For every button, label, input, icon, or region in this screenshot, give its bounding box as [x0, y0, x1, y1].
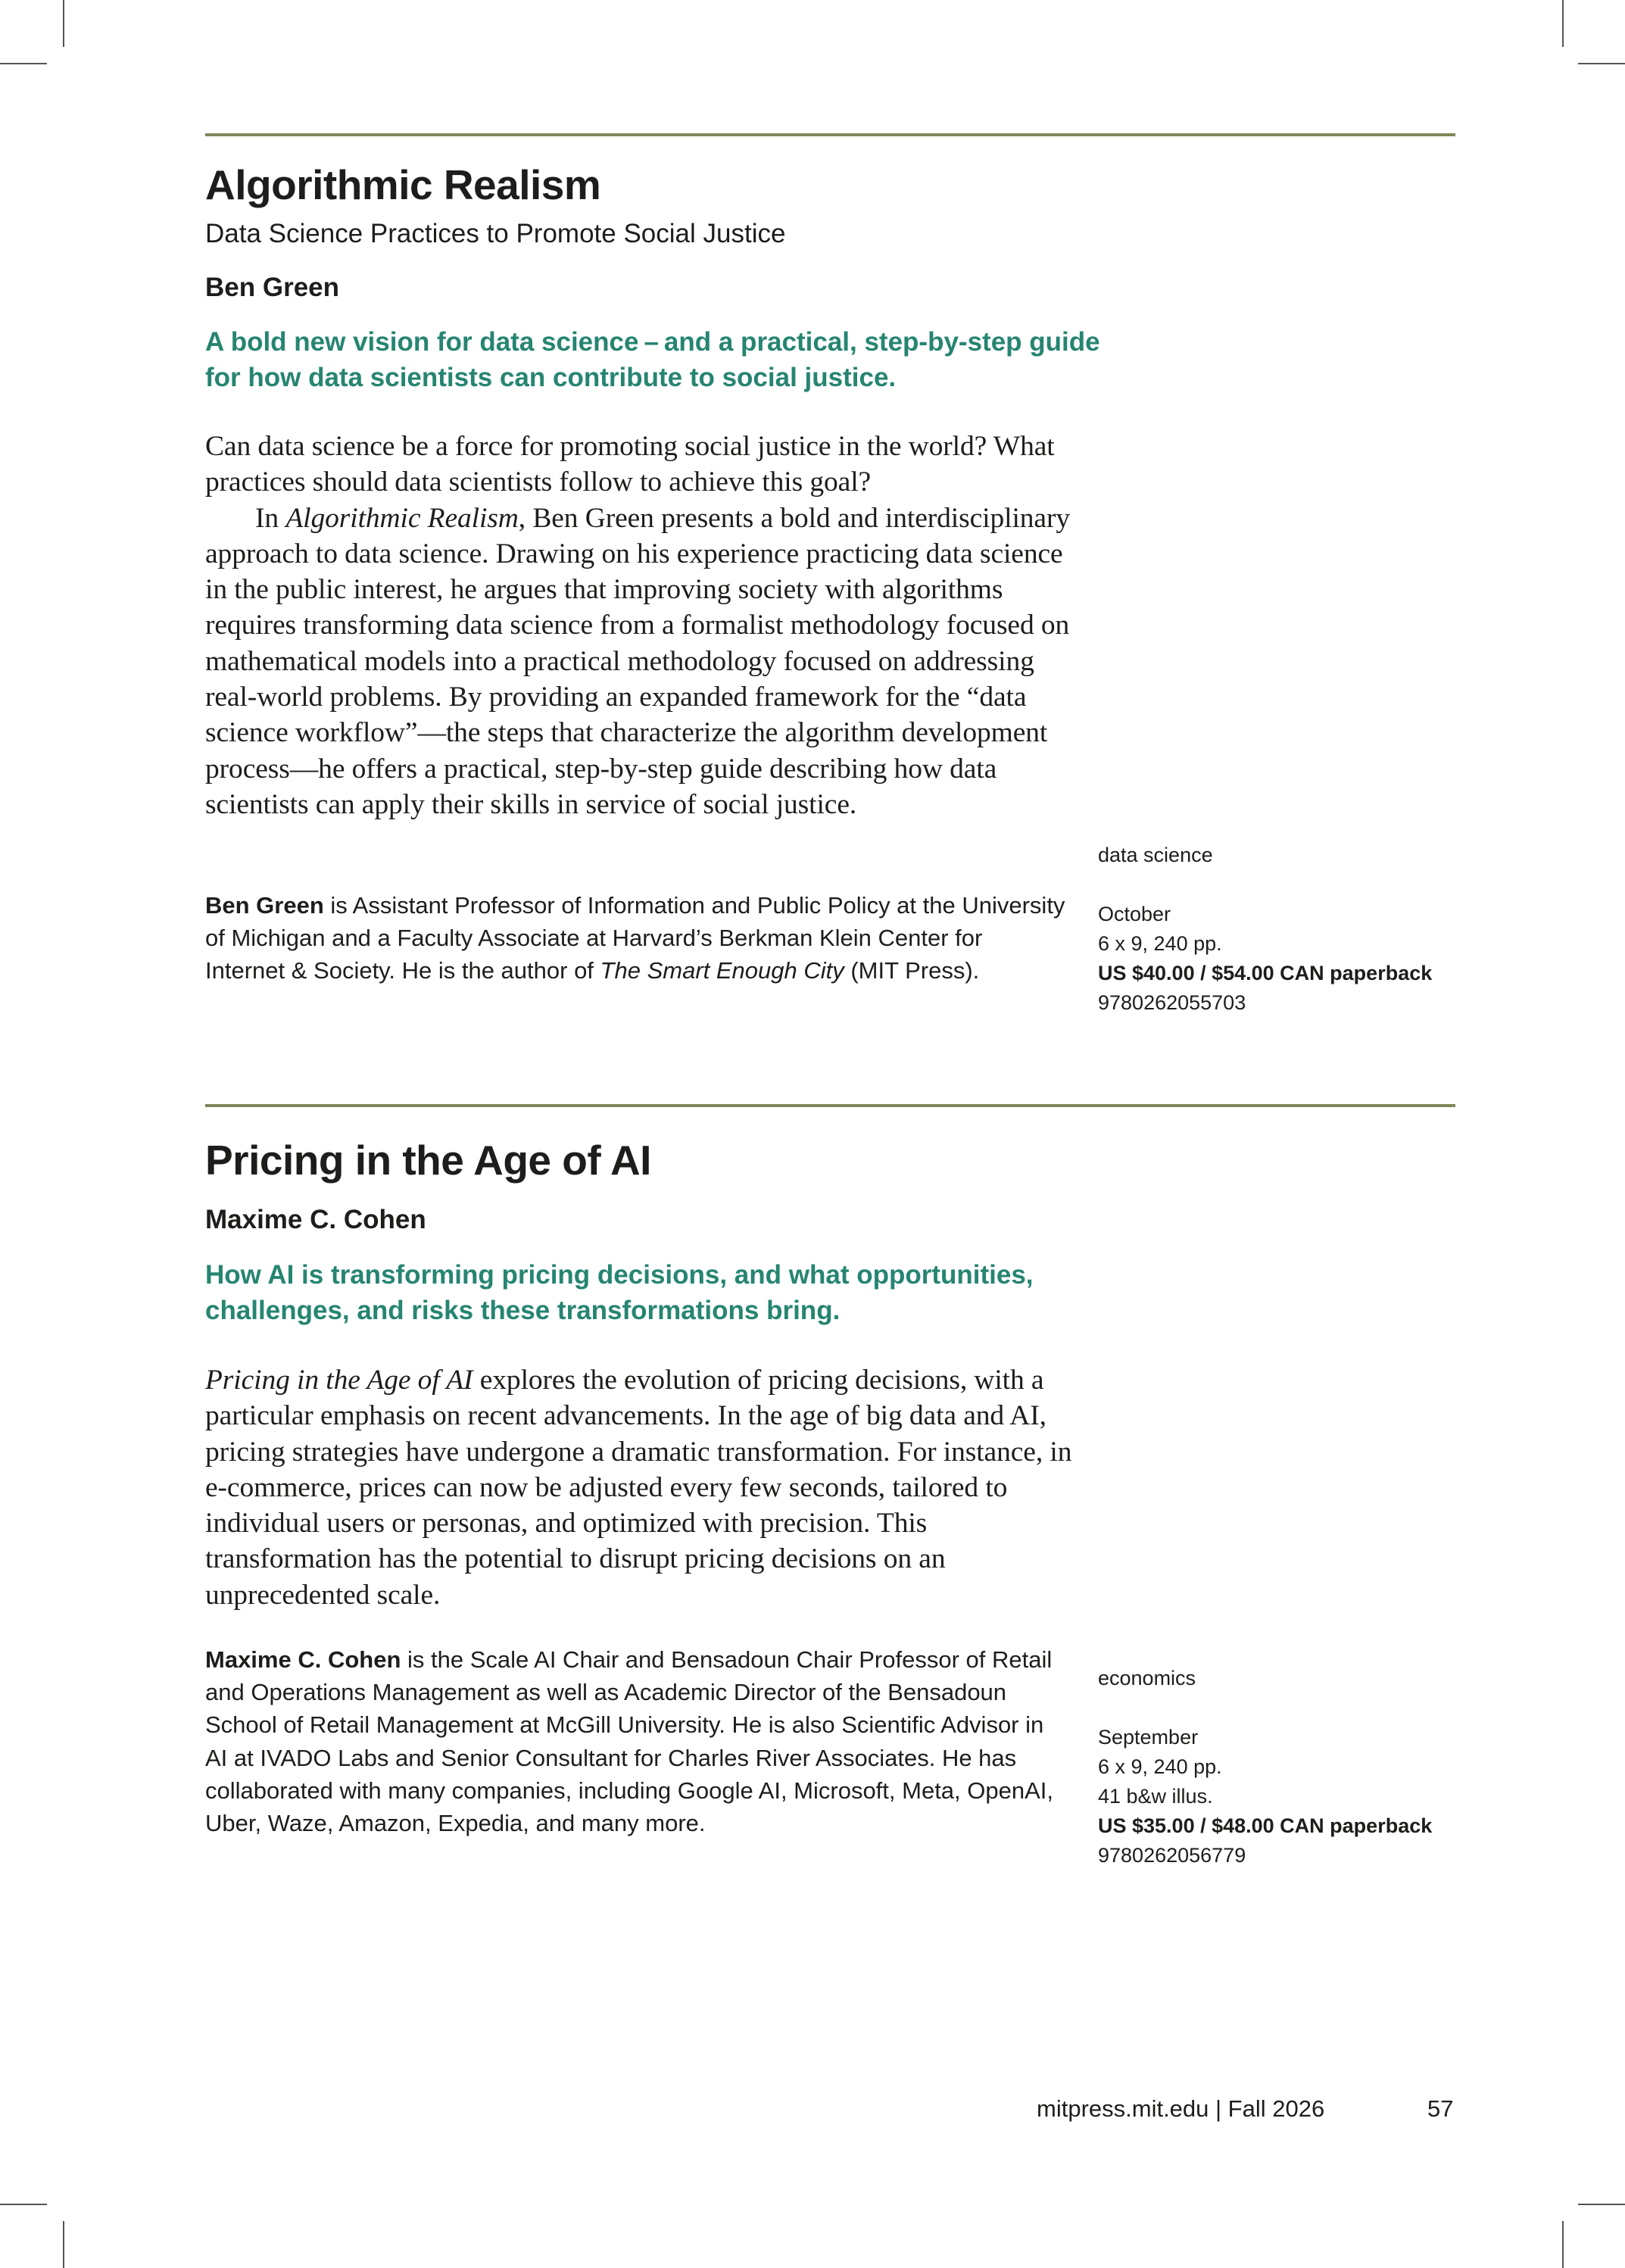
- book-format: 6 x 9, 240 pp.: [1098, 1755, 1222, 1778]
- description-paragraph: Can data science be a force for promoting social justice in the world? What practices should data scientists follow to achieve this goal?: [205, 431, 1055, 498]
- section-divider: [205, 133, 1455, 136]
- crop-mark: [0, 2204, 47, 2205]
- description-paragraph: Pricing in the Age of AI explores the evolution of pricing decisions, with a particular emphasis on recent advancements. In the age of big data and AI, pricing strategies have undergone a dramatic transformation. For instance, in e-commerce, prices can now be adjusted every few seconds, tailored to individual users or personas, and optimized with precision. This transformation has the potential to disrupt pricing decisions on an unprecedented scale.: [205, 1365, 1072, 1611]
- book-description: [205, 429, 1076, 822]
- book-description: [205, 1362, 1076, 1613]
- book-tagline: A bold new vision for data science – and a practical, step-by-step guide for how data scientists can contribute to social justice.: [205, 327, 1100, 392]
- book-details: [1098, 841, 1461, 1018]
- book-price: US $40.00 / $54.00 CAN paperback: [1098, 962, 1433, 984]
- book-details: [1098, 1664, 1461, 1870]
- crop-mark: [1578, 63, 1625, 64]
- crop-mark: [63, 0, 64, 47]
- book-price: US $35.00 / $48.00 CAN paperback: [1098, 1814, 1433, 1837]
- publication-month: October: [1098, 903, 1171, 925]
- book-subtitle: Data Science Practices to Promote Social Justice: [205, 219, 786, 248]
- section-divider: [205, 1104, 1455, 1107]
- crop-mark: [0, 63, 47, 64]
- book-author: Maxime C. Cohen: [205, 1205, 426, 1234]
- crop-mark: [1562, 2221, 1564, 2268]
- publication-month: September: [1098, 1726, 1199, 1749]
- book-title: Algorithmic Realism: [205, 161, 601, 208]
- crop-mark: [1578, 2204, 1625, 2205]
- subject-category: data science: [1098, 844, 1213, 866]
- subject-category: economics: [1098, 1667, 1196, 1689]
- description-paragraph: In Algorithmic Realism, Ben Green presents a bold and interdisciplinary approach to data science. Drawing on his experience practicing data science in the public interest, he argues that improving society with algorithms requires transforming data science from a formalist methodology focused on mathematical models into a practical methodology focused on addressing real-world problems. By providing an expanded framework for the “data science workflow”—the steps that characterize the algorithm development process—he offers a practical, step-by-step guide describing how data scientists can apply their skills in service of social justice.: [205, 502, 1070, 820]
- book-title: Pricing in the Age of AI: [205, 1137, 651, 1184]
- book-illustrations: 41 b&w illus.: [1098, 1785, 1213, 1808]
- author-bio: Maxime C. Cohen is the Scale AI Chair and Bensadoun Chair Professor of Retail and Operations Management as well as Academic Director of the Bensadoun School of Retail Management at McGill University. He is also Scientific Advisor in AI at IVADO Labs and Senior Consultant for Charles River Associates. He has collaborated with many companies, including Google AI, Microsoft, Meta, OpenAI, Uber, Waze, Amazon, Expedia, and many more.: [205, 1646, 1054, 1837]
- crop-mark: [1562, 0, 1564, 47]
- book-author: Ben Green: [205, 273, 339, 302]
- crop-mark: [63, 2221, 64, 2268]
- footer-site-season: mitpress.mit.edu | Fall 2026: [1037, 2095, 1325, 2122]
- book-isbn: 9780262055703: [1098, 991, 1246, 1014]
- page-number: 57: [1427, 2095, 1454, 2122]
- author-bio: Ben Green is Assistant Professor of Information and Public Policy at the University of Michigan and a Faculty Associate at Harvard’s Berkman Klein Center for Internet & Society. He is the author of The Smart Enough City (MIT Press).: [205, 892, 1065, 984]
- book-tagline: How AI is transforming pricing decisions, and what opportunities, challenges, and risks these transformations bring.: [205, 1260, 1034, 1325]
- book-format: 6 x 9, 240 pp.: [1098, 932, 1222, 955]
- book-isbn: 9780262056779: [1098, 1844, 1246, 1867]
